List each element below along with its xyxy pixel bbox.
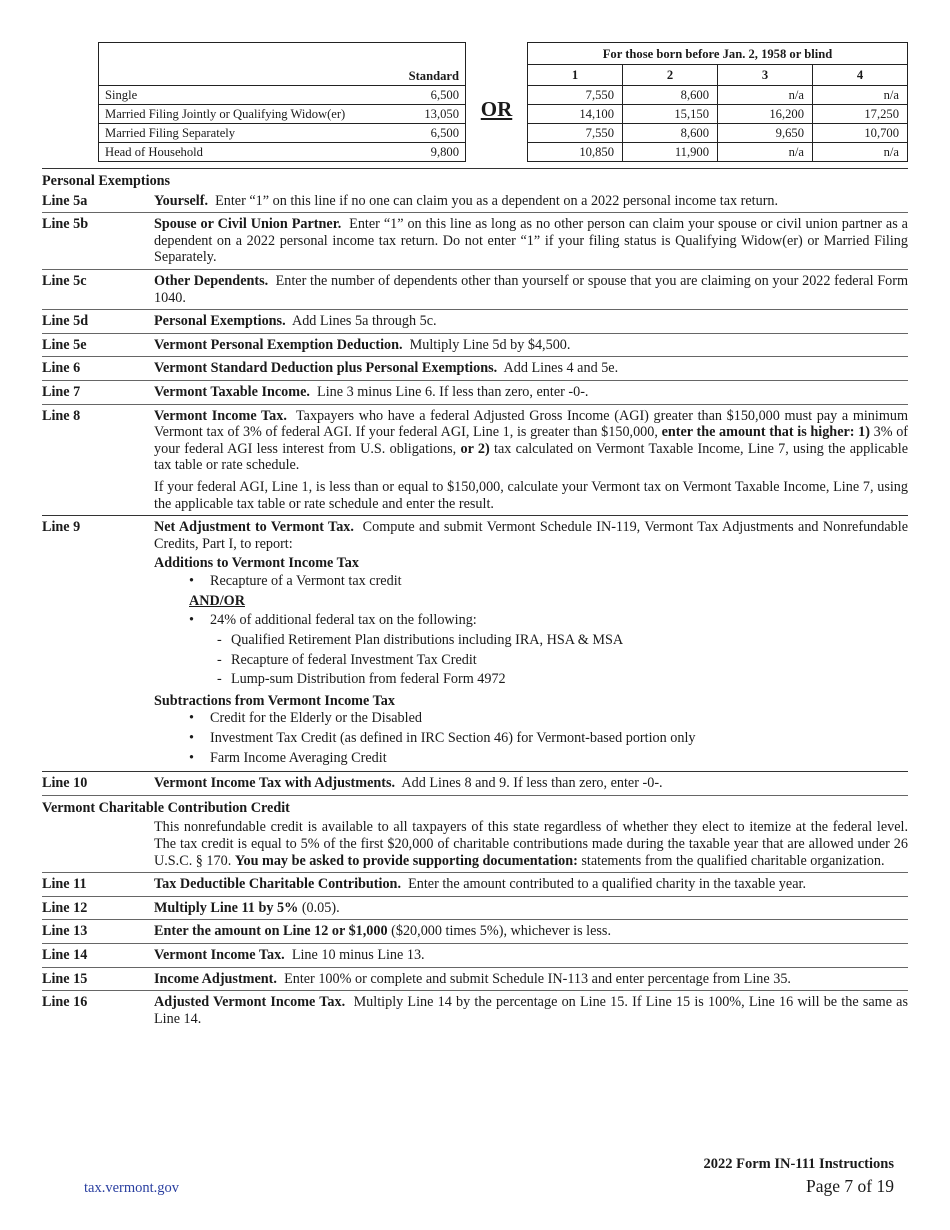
line-title: Vermont Taxable Income. — [154, 383, 310, 400]
subtractions-heading: Subtractions from Vermont Income Tax — [154, 692, 395, 709]
line-14-entry — [42, 944, 908, 967]
line-label: Line 6 — [42, 360, 81, 377]
line-10-entry — [42, 772, 908, 795]
line-label: Line 13 — [42, 923, 88, 940]
table-header-row — [99, 43, 466, 86]
line-5c-entry — [42, 270, 908, 309]
personal-exemptions-heading: Personal Exemptions — [42, 173, 171, 189]
line-title: Spouse or Civil Union Partner. — [154, 216, 342, 233]
filing-status-label: Head of Household — [99, 143, 396, 162]
line-title: Multiply Line 11 by 5% — [154, 899, 299, 916]
line-title: Yourself. — [154, 192, 208, 209]
table-cell: 10,700 — [813, 124, 908, 143]
table-cell: 8,600 — [623, 86, 718, 105]
line-label: Line 7 — [42, 383, 81, 400]
line-12-entry — [42, 897, 908, 920]
table-row — [99, 86, 466, 105]
charitable-credit-heading: Vermont Charitable Contribution Credit — [42, 799, 290, 816]
line-title: Personal Exemptions. — [154, 313, 286, 330]
older-or-blind-table — [527, 42, 908, 162]
line-text: Add Lines 4 and 5e. — [503, 360, 619, 377]
list-item: • Recapture of a Vermont tax credit — [189, 572, 908, 592]
line-5b-entry — [42, 213, 908, 269]
standard-amount: 6,500 — [396, 86, 466, 105]
or-label: OR — [480, 97, 513, 121]
line-title: Adjusted Vermont Income Tax. — [154, 994, 346, 1011]
table-cell: 10,850 — [528, 143, 623, 162]
standard-amount: 6,500 — [396, 124, 466, 143]
line-6-entry — [42, 357, 908, 380]
standard-column-header: Standard — [396, 43, 466, 86]
column-header: 3 — [718, 65, 813, 86]
line-label: Line 9 — [42, 519, 81, 536]
list-item: • Credit for the Elderly or the Disabled — [189, 709, 908, 729]
list-item: • Investment Tax Credit (as defined in IRC Section 46) for Vermont-based portion only — [189, 729, 908, 749]
table-row — [99, 143, 466, 162]
table-cell: 7,550 — [528, 124, 623, 143]
list-item: - Lump-sum Distribution from federal Form 4972 — [210, 670, 908, 690]
line-text: Enter 100% or complete and submit Schedule IN-113 and enter percentage from Line 35. — [284, 970, 791, 987]
line-text: ($20,000 times 5%), whichever is less. — [391, 923, 612, 940]
line-text: (0.05). — [301, 899, 340, 916]
line-title: Enter the amount on Line 12 or $1,000 — [154, 923, 388, 940]
line-5d-entry — [42, 310, 908, 333]
instructions-body — [42, 168, 908, 1030]
line-label: Line 11 — [42, 876, 87, 893]
table-row — [528, 86, 908, 105]
table-row — [99, 105, 466, 124]
table-row — [528, 143, 908, 162]
line-text: If your federal AGI, Line 1, is less than or equal to $150,000, calculate your Vermont tax on Vermont Taxable Income, Line 7, using the applicable tax table or rate schedule and enter the result. — [154, 478, 908, 512]
line-label: Line 16 — [42, 994, 88, 1011]
line-label: Line 5b — [42, 216, 89, 233]
line-16-entry — [42, 991, 908, 1030]
line-title: Vermont Income Tax. — [154, 946, 285, 963]
line-label: Line 5d — [42, 313, 89, 330]
table-cell: n/a — [718, 143, 813, 162]
list-item: - Recapture of federal Investment Tax Credit — [210, 651, 908, 671]
filing-status-label: Single — [99, 86, 396, 105]
line-label: Line 12 — [42, 899, 88, 916]
line-label: Line 8 — [42, 407, 81, 424]
line-text: Compute and submit Vermont Schedule IN-119, Vermont Tax Adjustments and Nonrefundable Credits, Part I, to report: — [154, 519, 908, 552]
line-emphasis: enter the amount that is higher: 1) — [661, 424, 870, 441]
older-table-caption: For those born before Jan. 2, 1958 or blind — [528, 43, 908, 65]
additions-heading: Additions to Vermont Income Tax — [154, 555, 359, 572]
table-cell: 15,150 — [623, 105, 718, 124]
line-text: Enter the amount contributed to a qualified charity in the taxable year. — [408, 876, 806, 893]
line-5e-entry — [42, 334, 908, 357]
list-item: • 24% of additional federal tax on the following: — [189, 611, 908, 631]
filing-status-label: Married Filing Separately — [99, 124, 396, 143]
filing-status-label: Married Filing Jointly or Qualifying Widow(er) — [99, 105, 396, 124]
table-cell: 14,100 — [528, 105, 623, 124]
column-header: 2 — [623, 65, 718, 86]
line-title: Vermont Personal Exemption Deduction. — [154, 336, 403, 353]
line-text: tax calculated on Vermont Taxable Income, Line 7, using the applicable tax table or rate schedule. — [154, 440, 908, 474]
list-item: • Farm Income Averaging Credit — [189, 749, 908, 769]
line-title: Vermont Standard Deduction plus Personal Exemptions. — [154, 360, 498, 377]
table-caption-row — [528, 43, 908, 65]
line-title: Other Dependents. — [154, 272, 269, 289]
table-cell: n/a — [718, 86, 813, 105]
column-header: 4 — [813, 65, 908, 86]
table-cell: 16,200 — [718, 105, 813, 124]
standard-deduction-table — [98, 42, 466, 162]
line-9-entry — [42, 516, 908, 771]
line-5a-entry — [42, 190, 908, 213]
table-cell: n/a — [813, 143, 908, 162]
line-7-entry — [42, 381, 908, 404]
table-cell: 11,900 — [623, 143, 718, 162]
and-or-label: AND/OR — [189, 593, 245, 610]
line-emphasis: or 2) — [460, 440, 490, 457]
line-text: Multiply Line 5d by $4,500. — [409, 336, 571, 353]
line-13-entry — [42, 920, 908, 943]
table-cell: 8,600 — [623, 124, 718, 143]
line-text: Multiply Line 14 by the percentage on Line 15. If Line 15 is 100%, Line 16 will be the same as Line 14. — [154, 994, 909, 1027]
line-text: Add Lines 8 and 9. If less than zero, enter -0-. — [401, 775, 663, 792]
table-row — [528, 124, 908, 143]
line-label: Line 5a — [42, 192, 88, 209]
table-cell: 7,550 — [528, 86, 623, 105]
line-text: Add Lines 5a through 5c. — [291, 313, 437, 330]
standard-amount: 13,050 — [396, 105, 466, 124]
line-text: Line 3 minus Line 6. If less than zero, enter -0-. — [317, 383, 589, 400]
column-header: 1 — [528, 65, 623, 86]
line-label: Line 5e — [42, 336, 87, 353]
table-cell: 17,250 — [813, 105, 908, 124]
line-label: Line 14 — [42, 946, 88, 963]
line-title: Vermont Income Tax with Adjustments. — [154, 775, 396, 792]
line-title: Tax Deductible Charitable Contribution. — [154, 876, 401, 893]
line-11-entry — [42, 873, 908, 896]
table-row — [528, 105, 908, 124]
table-cell: 9,650 — [718, 124, 813, 143]
line-emphasis: You may be asked to provide supporting documentation: — [234, 852, 578, 869]
table-header-row — [528, 65, 908, 86]
page-number: Page 7 of 19 — [806, 1176, 894, 1196]
table-cell: n/a — [813, 86, 908, 105]
line-text: Enter “1” on this line as long as no other person can claim your spouse or civil union partner as a dependent on a 2022 personal income tax return. Do not enter “1” if your filing status is Qualifying Widow(er) or Married Filing Separately. — [154, 216, 908, 266]
line-title: Income Adjustment. — [154, 970, 277, 987]
line-label: Line 5c — [42, 272, 87, 289]
line-label: Line 10 — [42, 775, 88, 792]
list-item: - Qualified Retirement Plan distributions including IRA, HSA & MSA — [210, 631, 908, 651]
line-text: Enter “1” on this line if no one can claim you as a dependent on a 2022 personal income tax return. — [215, 192, 779, 209]
line-text: Taxpayers who have a federal Adjusted Gross Income (AGI) greater than $150,000 must pay a minimum Vermont tax of 3% of federal AGI. If your federal AGI, Line 1, is greater than $150,000, — [154, 407, 908, 441]
line-text: 3% of your federal AGI less interest from U.S. obligations, — [154, 424, 909, 457]
line-8-entry — [42, 405, 908, 516]
standard-amount: 9,800 — [396, 143, 466, 162]
website-link[interactable]: tax.vermont.gov — [84, 1180, 180, 1196]
line-title: Net Adjustment to Vermont Tax. — [154, 519, 354, 536]
line-15-entry — [42, 968, 908, 991]
line-label: Line 15 — [42, 970, 88, 987]
line-title: Vermont Income Tax. — [154, 407, 287, 424]
charitable-credit-text: This nonrefundable credit is available to all taxpayers of this state regardless of whether they elect to itemize at the federal level. The tax credit is equal to 5% of the first $20,000 of charitable contributions made during the taxable year that are allowed under 26 U.S.C. § 170. You may be asked to provide supporting documentation: statements from the qualified charitable organization. — [154, 819, 908, 869]
line-text: Line 10 minus Line 13. — [291, 946, 425, 963]
line-text: Enter the number of dependents other than yourself or spouse that you are claiming on your 2022 federal Form 1040. — [154, 272, 908, 306]
form-title: 2022 Form IN-111 Instructions — [703, 1156, 894, 1172]
table-row — [99, 124, 466, 143]
